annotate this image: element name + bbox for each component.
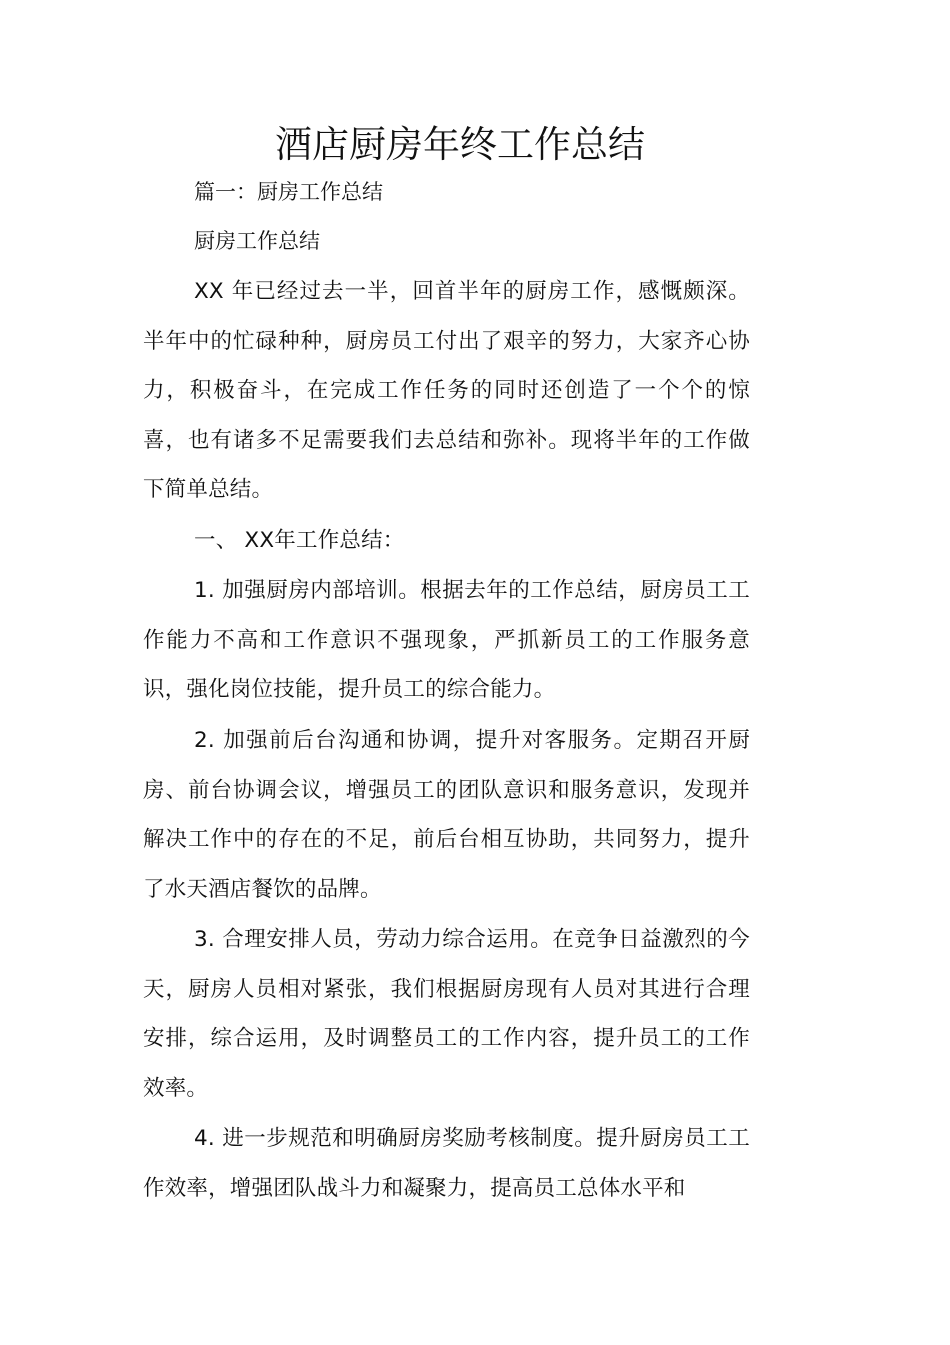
section-title: 厨房工作总结 — [194, 229, 320, 253]
chapter-heading: 篇一：厨房工作总结 — [194, 180, 383, 204]
item-3-paragraph: 3. 合理安排人员，劳动力综合运用。在竞争日益激烈的今天，厨房人员相对紧张，我们根据厨房现有人员对其进行合理安排，综合运用，及时调整员工的工作内容，提升员工的工作效率。 — [143, 927, 750, 1101]
item-2-paragraph: 2. 加强前后台沟通和协调，提升对客服务。定期召开厨房、前台协调会议，增强员工的团队意识和服务意识，发现并解决工作中的存在的不足，前后台相互协助，共同努力，提升了水天酒店餐饮的品牌。 — [143, 728, 750, 902]
item-4-paragraph: 4. 进一步规范和明确厨房奖励考核制度。提升厨房员工工作效率，增强团队战斗力和凝聚力，提高员工总体水平和 — [143, 1126, 750, 1201]
intro-paragraph: XX 年已经过去一半，回首半年的厨房工作，感慨颇深。半年中的忙碌种种，厨房员工付出了艰辛的努力，大家齐心协力，积极奋斗，在完成工作任务的同时还创造了一个个的惊喜，也有诸多不足需要我们去总结和弥补。现将半年的工作做下简单总结。 — [143, 279, 750, 503]
item-1-paragraph: 1. 加强厨房内部培训。根据去年的工作总结，厨房员工工作能力不高和工作意识不强现象，严抓新员工的工作服务意识，强化岗位技能，提升员工的综合能力。 — [143, 578, 750, 703]
heading-one: 一、 XX年工作总结： — [194, 528, 405, 553]
document-title: 酒店厨房年终工作总结 — [275, 123, 645, 166]
